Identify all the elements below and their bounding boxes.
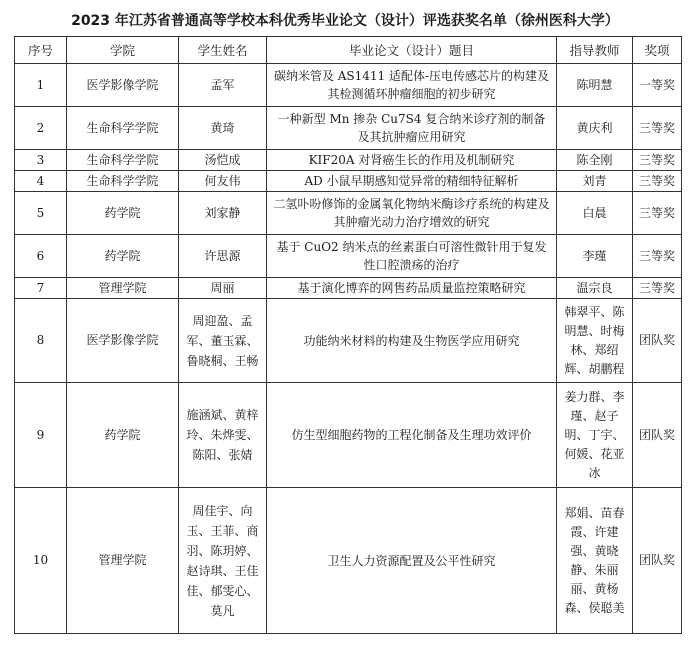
cell-thesis: 功能纳米材料的构建及生物医学应用研究 [267, 299, 557, 383]
cell-advisor: 温宗良 [557, 278, 633, 299]
cell-index: 10 [15, 488, 67, 634]
cell-index: 4 [15, 171, 67, 192]
cell-index: 9 [15, 383, 67, 488]
cell-student: 许思源 [179, 235, 267, 278]
table-row [15, 299, 682, 383]
cell-advisor: 刘青 [557, 171, 633, 192]
cell-index: 2 [15, 107, 67, 150]
table-row [15, 192, 682, 235]
cell-thesis: 二氢卟吩修饰的金属氧化物纳米酶诊疗系统的构建及其肿瘤光动力治疗增效的研究 [267, 192, 557, 235]
document-title: 2023 年江苏省普通高等学校本科优秀毕业论文（设计）评选获奖名单（徐州医科大学） [71, 13, 619, 29]
table-row [15, 150, 682, 171]
cell-advisor: 李瑾 [557, 235, 633, 278]
cell-advisor: 白晨 [557, 192, 633, 235]
cell-student: 何友伟 [179, 171, 267, 192]
table-row [15, 278, 682, 299]
cell-award: 团队奖 [633, 488, 682, 634]
header-index: 序号 [15, 37, 67, 64]
cell-student: 孟军 [179, 64, 267, 107]
cell-thesis: 碳纳米管及 AS1411 适配体-压电传感芯片的构建及其检测循环肿瘤细胞的初步研究 [267, 64, 557, 107]
cell-college: 管理学院 [67, 488, 179, 634]
cell-index: 8 [15, 299, 67, 383]
cell-advisor: 姜力群、李瑾、赵子明、丁宇、何媛、花亚冰 [557, 383, 633, 488]
cell-advisor: 陈明慧 [557, 64, 633, 107]
cell-college: 医学影像学院 [67, 64, 179, 107]
cell-thesis: 基于演化博弈的网售药品质量监控策略研究 [267, 278, 557, 299]
cell-student: 周丽 [179, 278, 267, 299]
cell-college: 医学影像学院 [67, 299, 179, 383]
cell-index: 3 [15, 150, 67, 171]
cell-award: 三等奖 [633, 235, 682, 278]
cell-student: 周迎盈、孟军、董玉霖、鲁晓桐、王畅 [179, 299, 267, 383]
cell-award: 三等奖 [633, 150, 682, 171]
cell-student: 汤恺成 [179, 150, 267, 171]
cell-award: 三等奖 [633, 278, 682, 299]
table-row [15, 107, 682, 150]
cell-student: 施涵斌、黄梓玲、朱烨雯、陈阳、张婧 [179, 383, 267, 488]
table-header-row [15, 37, 682, 64]
header-award: 奖项 [633, 37, 682, 64]
cell-college: 药学院 [67, 192, 179, 235]
table-row [15, 64, 682, 107]
cell-award: 团队奖 [633, 383, 682, 488]
header-thesis: 毕业论文（设计）题目 [267, 37, 557, 64]
header-college: 学院 [67, 37, 179, 64]
cell-award: 三等奖 [633, 107, 682, 150]
table-row [15, 383, 682, 488]
cell-student: 黄琦 [179, 107, 267, 150]
cell-index: 1 [15, 64, 67, 107]
cell-college: 生命科学学院 [67, 107, 179, 150]
header-student: 学生姓名 [179, 37, 267, 64]
cell-index: 6 [15, 235, 67, 278]
cell-index: 7 [15, 278, 67, 299]
cell-thesis: 仿生型细胞药物的工程化制备及生理功效评价 [267, 383, 557, 488]
award-table [14, 36, 682, 634]
cell-award: 一等奖 [633, 64, 682, 107]
cell-award: 团队奖 [633, 299, 682, 383]
cell-advisor: 陈全刚 [557, 150, 633, 171]
cell-thesis: KIF20A 对肾癌生长的作用及机制研究 [267, 150, 557, 171]
cell-college: 生命科学学院 [67, 150, 179, 171]
cell-award: 三等奖 [633, 171, 682, 192]
cell-thesis: 卫生人力资源配置及公平性研究 [267, 488, 557, 634]
cell-student: 刘家静 [179, 192, 267, 235]
header-advisor: 指导教师 [557, 37, 633, 64]
cell-award: 三等奖 [633, 192, 682, 235]
cell-thesis: 一种新型 Mn 掺杂 Cu7S4 复合纳米诊疗剂的制备及其抗肿瘤应用研究 [267, 107, 557, 150]
cell-college: 药学院 [67, 383, 179, 488]
cell-student: 周佳宇、向玉、王菲、商羽、陈玥婷、赵诗琪、王佳佳、郁雯心、莫凡 [179, 488, 267, 634]
cell-advisor: 韩翠平、陈明慧、时梅林、郑绍辉、胡鹏程 [557, 299, 633, 383]
cell-college: 药学院 [67, 235, 179, 278]
cell-index: 5 [15, 192, 67, 235]
cell-advisor: 郑娟、苗春霞、许建强、黄晓静、朱丽丽、黄杨森、侯聪美 [557, 488, 633, 634]
table-row [15, 235, 682, 278]
cell-thesis: AD 小鼠早期感知觉异常的精细特征解析 [267, 171, 557, 192]
table-row [15, 488, 682, 634]
cell-advisor: 黄庆利 [557, 107, 633, 150]
cell-thesis: 基于 CuO2 纳米点的丝素蛋白可溶性微针用于复发性口腔溃疡的治疗 [267, 235, 557, 278]
table-row [15, 171, 682, 192]
cell-college: 生命科学学院 [67, 171, 179, 192]
cell-college: 管理学院 [67, 278, 179, 299]
